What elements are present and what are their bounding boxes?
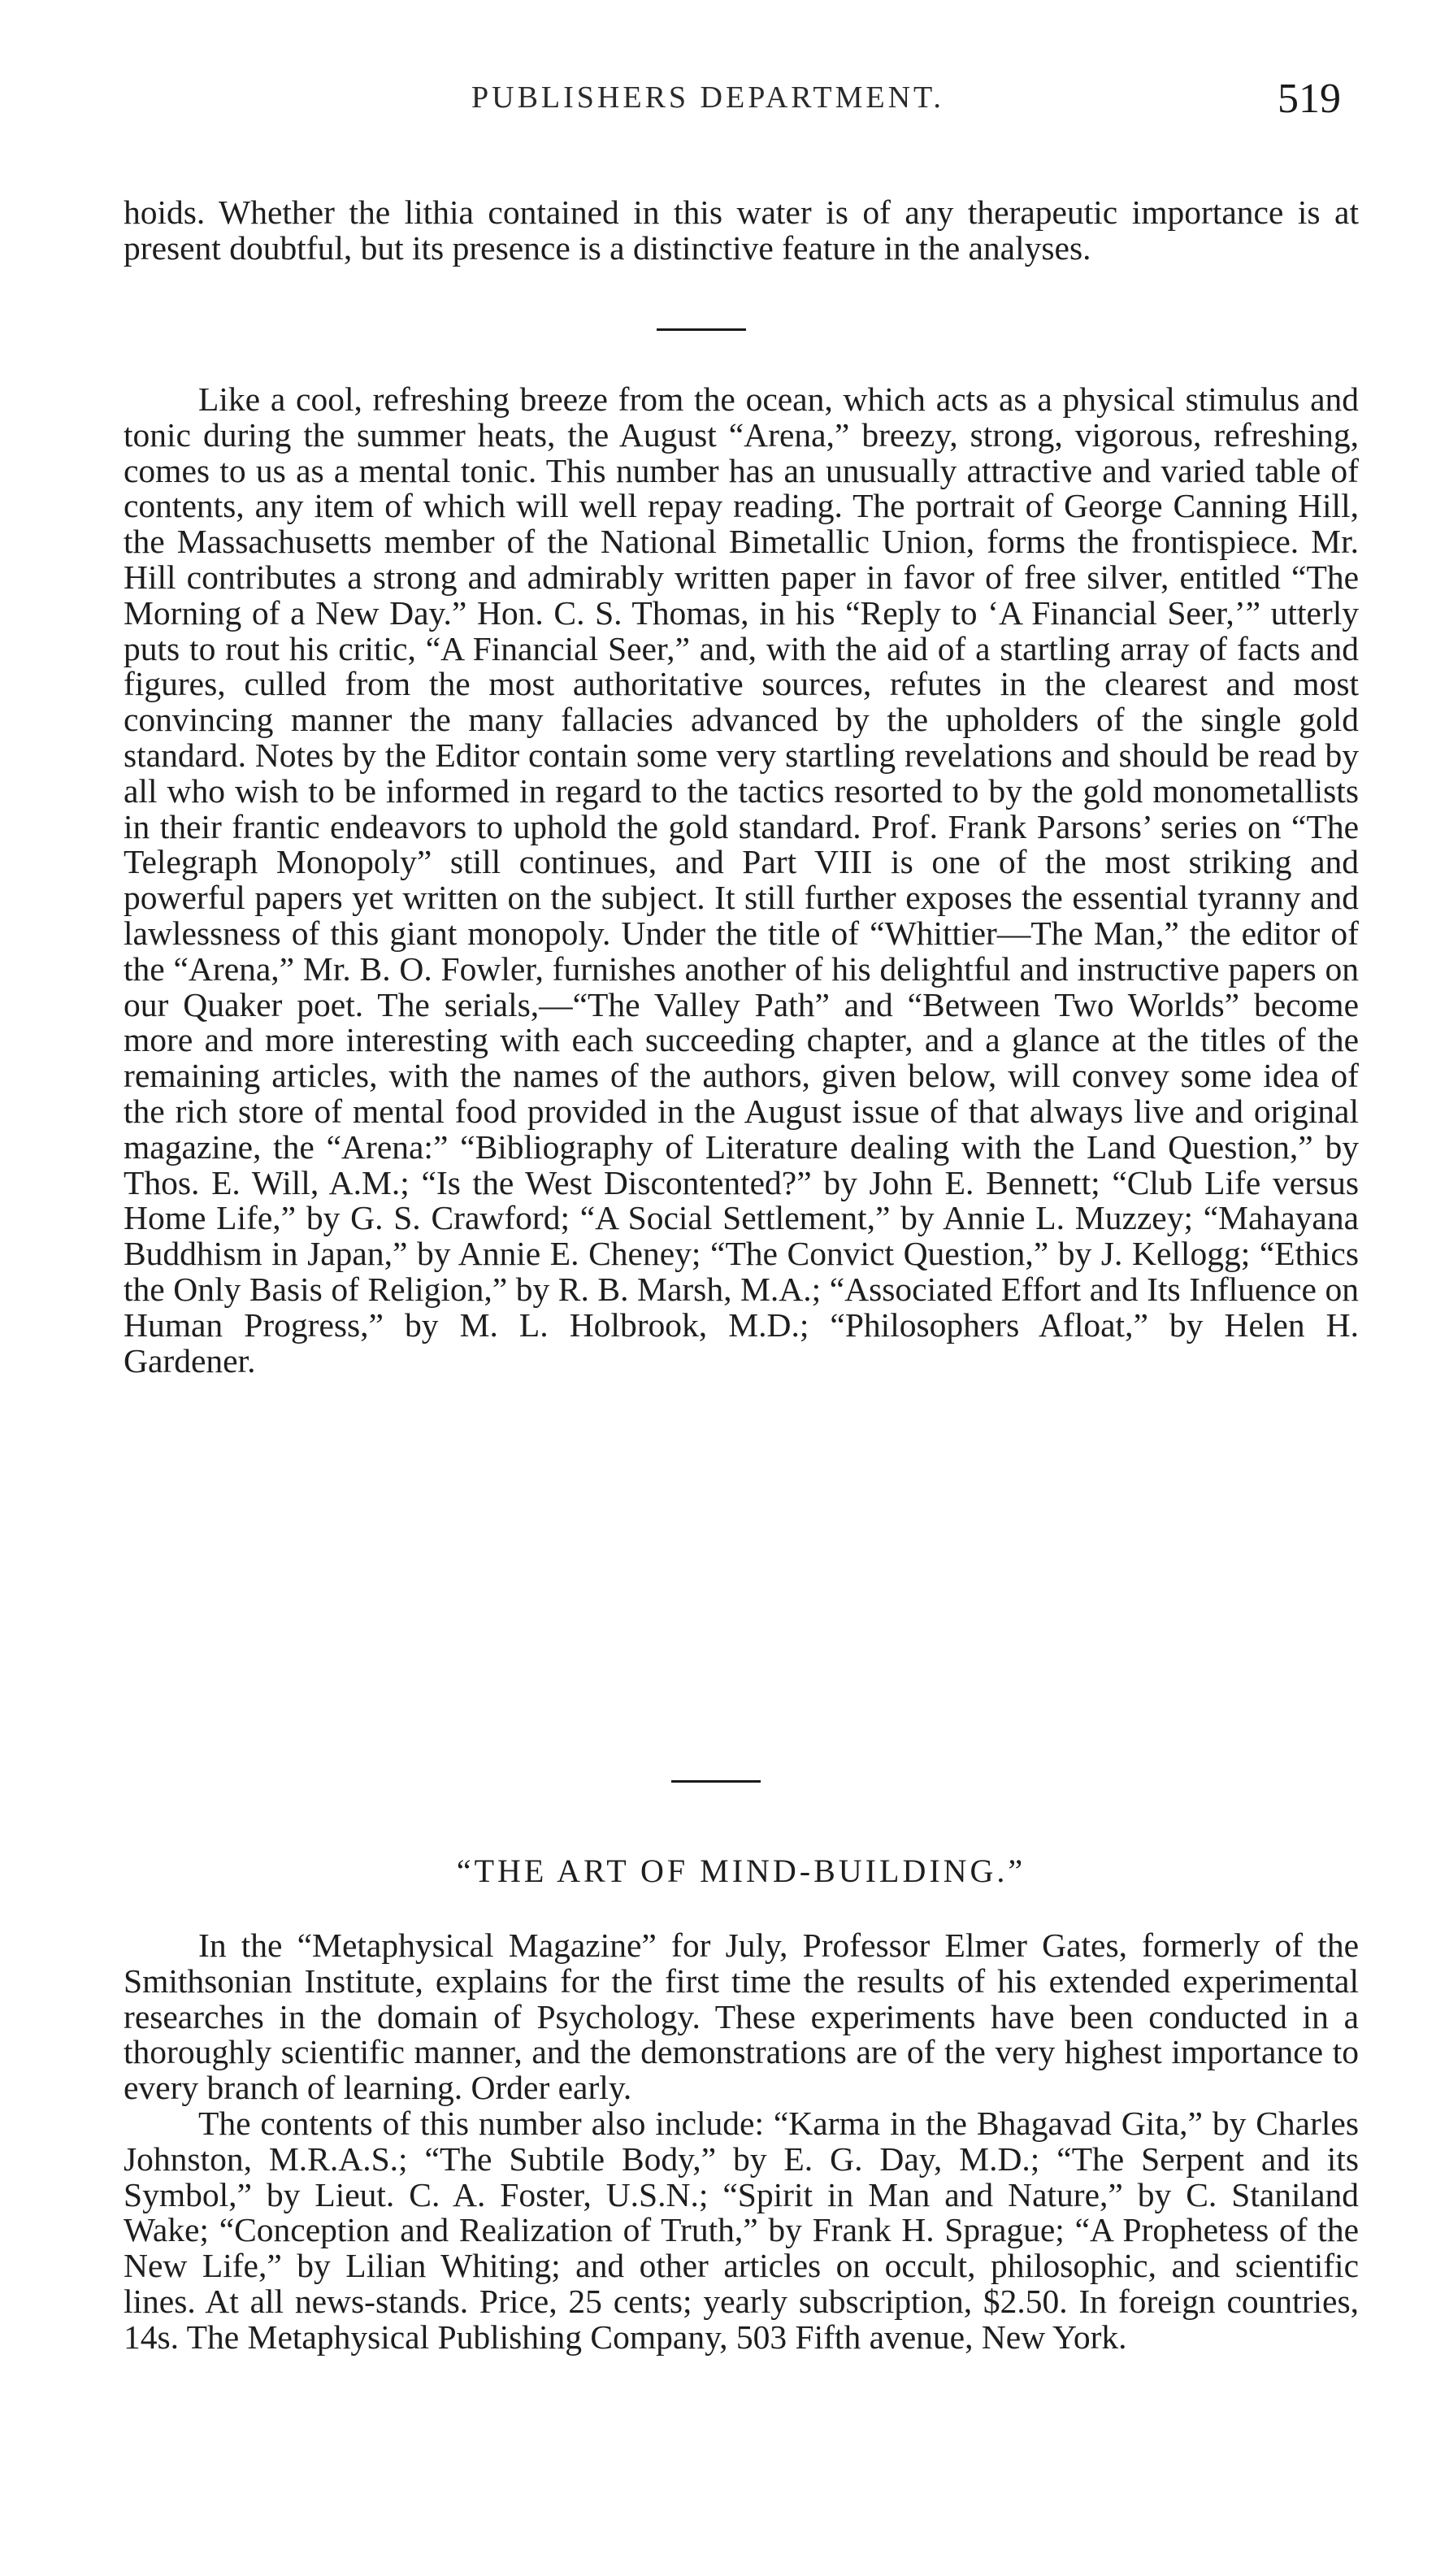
continuation-text: hoids. Whether the lithia contained in this water is of any therapeutic importance is at present doubtful, but its presence is a distinctive feature in the analyses. [124, 193, 1359, 267]
arena-notice-paragraph: Like a cool, refreshing breeze from the ocean, which acts as a physical stimulus and tonic during the summer heats, the August “Arena,” breezy, strong, vigorous, refreshing, comes to us as a mental tonic. This number has an unusually attractive and varied table of contents, any item of which will well repay reading. The portrait of George Canning Hill, the Massachusetts member of the National Bimetallic Union, forms the frontispiece. Mr. Hill contributes a strong and admirably written paper in favor of free silver, entitled “The Morning of a New Day.” Hon. C. S. Thomas, in his “Reply to ‘A Financial Seer,’” utterly puts to rout his critic, “A Financial Seer,” and, with the aid of a startling array of facts and figures, culled from the most authoritative sources, refutes in the clearest and most convincing manner the many fallacies advanced by the upholders of the single gold standard. Notes by the Editor contain some very startling revelations and should be read by all who wish to be informed in regard to the tactics resorted to by the gold monometallists in their frantic endeavors to uphold the gold standard. Prof. Frank Parsons’ series on “The Telegraph Monopoly” still continues, and Part VIII is one of the most striking and powerful papers yet written on the subject. It still further exposes the essential tyranny and lawlessness of this giant monopoly. Under the title of “Whittier—The Man,” the editor of the “Arena,” Mr. B. O. Fowler, furnishes another of his delightful and instructive papers on our Quaker poet. The serials,—“The Valley Path” and “Between Two Worlds” become more and more interesting with each succeeding chapter, and a glance at the titles of the remaining articles, with the names of the authors, given below, will convey some idea of the rich store of mental food provided in the August issue of that always live and original magazine, the “Arena:” “Bibliography of Literature dealing with the Land Question,” by Thos. E. Will, A.M.; “Is the West Discontented?” by John E. Bennett; “Club Life versus Home Life,” by G. S. Crawford; “A Social Settlement,” by Annie L. Muzzey; “Mahayana Buddhism in Japan,” by Annie E. Cheney; “The Convict Question,” by J. Kellogg; “Ethics the Only Basis of Religion,” by R. B. Marsh, M.A.; “Associated Effort and Its Influence on Human Progress,” by M. L. Holbrook, M.D.; “Philosophers Afloat,” by Helen H. Gardener. [124, 380, 1359, 1379]
section-heading: “THE ART OF MIND-BUILDING.” [456, 1853, 1026, 1889]
mind-building-article [124, 1928, 1359, 2356]
continuation-paragraph [124, 195, 1359, 267]
arena-notice [124, 382, 1359, 1379]
running-title: PUBLISHERS DEPARTMENT. [471, 80, 944, 115]
mind-building-paragraph-1: In the “Metaphysical Magazine” for July, Professor Elmer Gates, formerly of the Smithsonian Institute, explains for the first time the results of his extended experimental researches in the domain of Psychology. These experiments have been conducted in a thoroughly scientific manner, and the demonstrations are of the very highest importance to every branch of learning. Order early. [124, 1927, 1359, 2107]
page-number: 519 [1278, 76, 1341, 122]
section-divider [671, 1780, 761, 1783]
mind-building-paragraph-2: The contents of this number also include: “Karma in the Bhagavad Gita,” by Charles Johnston, M.R.A.S.; “The Subtile Body,” by E. G. Day, M.D.; “The Serpent and its Symbol,” by Lieut. C. A. Foster, U.S.N.; “Spirit in Man and Nature,” by C. Staniland Wake; “Conception and Realization of Truth,” by Frank H. Sprague; “A Prophetess of the New Life,” by Lilian Whiting; and other articles on occult, philosophic, and scientific lines. At all news-stands. Price, 25 cents; yearly subscription, $2.50. In foreign countries, 14s. The Metaphysical Publishing Company, 503 Fifth avenue, New York. [124, 2104, 1359, 2356]
running-head [130, 75, 1341, 132]
section-divider [657, 328, 746, 331]
